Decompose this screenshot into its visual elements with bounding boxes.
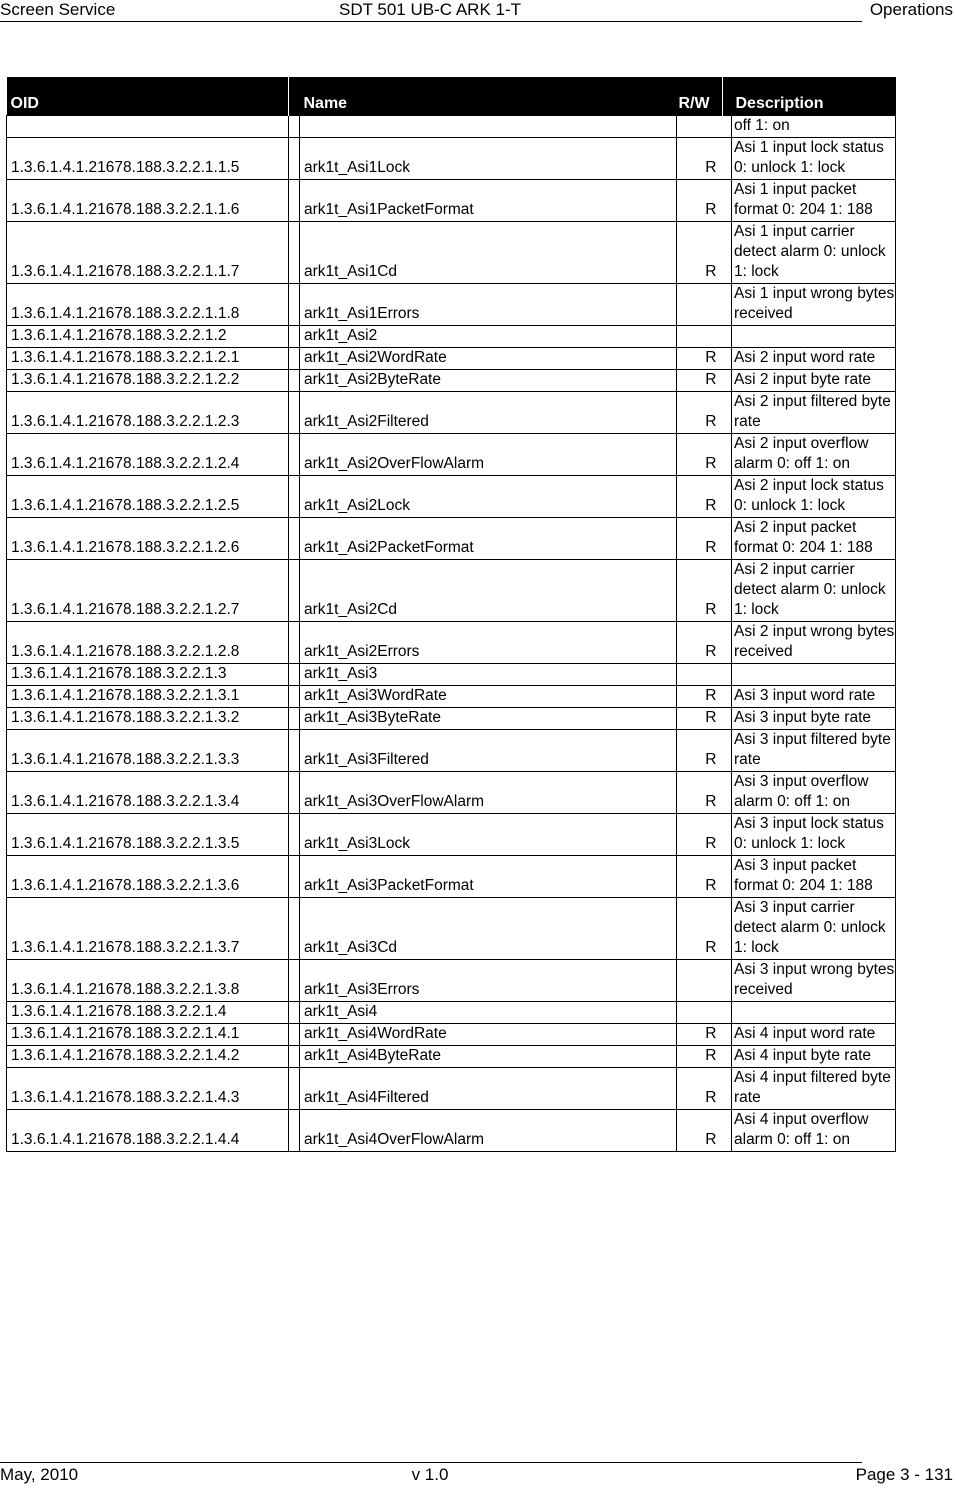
cell-spacer (289, 518, 300, 560)
cell-rw: R (677, 1110, 723, 1152)
table-row (7, 392, 896, 434)
cell-name: ark1t_Asi4 (300, 1002, 677, 1024)
page-footer (0, 1462, 955, 1490)
cell-rw: R (677, 434, 723, 476)
table-row (7, 1002, 896, 1024)
table-row (7, 284, 896, 326)
cell-rw: R (677, 180, 723, 222)
table-row (7, 1046, 896, 1068)
table-row (7, 960, 896, 1002)
column-header-oid: OID (7, 77, 289, 116)
header-section-title: Screen Service (0, 0, 116, 19)
cell-spacer (723, 1024, 732, 1046)
cell-rw: R (677, 518, 723, 560)
cell-spacer (289, 708, 300, 730)
cell-spacer (289, 222, 300, 284)
cell-name: ark1t_Asi3Lock (300, 814, 677, 856)
cell-oid: 1.3.6.1.4.1.21678.188.3.2.2.1.1.8 (7, 284, 289, 326)
cell-spacer (723, 392, 732, 434)
cell-rw: R (677, 392, 723, 434)
cell-spacer (723, 434, 732, 476)
cell-oid: 1.3.6.1.4.1.21678.188.3.2.2.1.1.6 (7, 180, 289, 222)
cell-name: ark1t_Asi3Filtered (300, 730, 677, 772)
cell-description: Asi 3 input packet format 0: 204 1: 188 (732, 856, 896, 898)
cell-description: Asi 2 input carrier detect alarm 0: unlock 1: lock (732, 560, 896, 622)
cell-rw (677, 960, 723, 1002)
cell-oid: 1.3.6.1.4.1.21678.188.3.2.2.1.3.2 (7, 708, 289, 730)
cell-spacer (723, 370, 732, 392)
cell-rw (677, 326, 723, 348)
cell-spacer (289, 1024, 300, 1046)
cell-spacer (723, 476, 732, 518)
cell-oid: 1.3.6.1.4.1.21678.188.3.2.2.1.3 (7, 664, 289, 686)
cell-oid: 1.3.6.1.4.1.21678.188.3.2.2.1.3.1 (7, 686, 289, 708)
cell-spacer (289, 434, 300, 476)
cell-spacer (723, 326, 732, 348)
cell-oid: 1.3.6.1.4.1.21678.188.3.2.2.1.1.5 (7, 138, 289, 180)
cell-rw: R (677, 138, 723, 180)
column-header-name: Name (300, 77, 677, 116)
cell-oid: 1.3.6.1.4.1.21678.188.3.2.2.1.2.6 (7, 518, 289, 560)
table-row (7, 560, 896, 622)
table-row (7, 708, 896, 730)
cell-spacer (723, 116, 732, 138)
cell-rw: R (677, 476, 723, 518)
table-body (7, 116, 896, 1152)
cell-oid: 1.3.6.1.4.1.21678.188.3.2.2.1.1.7 (7, 222, 289, 284)
table-row (7, 138, 896, 180)
cell-spacer (723, 708, 732, 730)
cell-rw (677, 284, 723, 326)
cell-oid: 1.3.6.1.4.1.21678.188.3.2.2.1.4.3 (7, 1068, 289, 1110)
cell-name: ark1t_Asi2ByteRate (300, 370, 677, 392)
cell-rw: R (677, 1024, 723, 1046)
cell-spacer (723, 814, 732, 856)
page-header (0, 0, 955, 24)
cell-spacer (289, 622, 300, 664)
cell-spacer (723, 1046, 732, 1068)
column-header-description: Description (732, 77, 896, 116)
cell-oid: 1.3.6.1.4.1.21678.188.3.2.2.1.4.1 (7, 1024, 289, 1046)
cell-spacer (289, 856, 300, 898)
cell-description: Asi 2 input wrong bytes received (732, 622, 896, 664)
cell-rw: R (677, 708, 723, 730)
table-header-row (7, 77, 896, 116)
cell-spacer (289, 138, 300, 180)
column-spacer (289, 77, 300, 116)
cell-oid: 1.3.6.1.4.1.21678.188.3.2.2.1.2.5 (7, 476, 289, 518)
cell-spacer (723, 180, 732, 222)
footer-date: May, 2010 (0, 1465, 79, 1484)
cell-rw: R (677, 898, 723, 960)
cell-oid: 1.3.6.1.4.1.21678.188.3.2.2.1.4.2 (7, 1046, 289, 1068)
cell-spacer (289, 664, 300, 686)
cell-description: Asi 2 input word rate (732, 348, 896, 370)
table-row (7, 814, 896, 856)
cell-oid: 1.3.6.1.4.1.21678.188.3.2.2.1.4 (7, 1002, 289, 1024)
cell-rw (677, 664, 723, 686)
cell-name: ark1t_Asi3 (300, 664, 677, 686)
table-row (7, 1110, 896, 1152)
table-row (7, 518, 896, 560)
cell-description: Asi 4 input byte rate (732, 1046, 896, 1068)
footer-divider (0, 1462, 862, 1463)
cell-description: Asi 2 input filtered byte rate (732, 392, 896, 434)
cell-name: ark1t_Asi4Filtered (300, 1068, 677, 1110)
cell-spacer (289, 1068, 300, 1110)
cell-oid: 1.3.6.1.4.1.21678.188.3.2.2.1.2.8 (7, 622, 289, 664)
cell-oid: 1.3.6.1.4.1.21678.188.3.2.2.1.3.5 (7, 814, 289, 856)
table-row (7, 730, 896, 772)
cell-spacer (289, 392, 300, 434)
cell-spacer (289, 116, 300, 138)
cell-name: ark1t_Asi2Filtered (300, 392, 677, 434)
cell-oid: 1.3.6.1.4.1.21678.188.3.2.2.1.3.7 (7, 898, 289, 960)
cell-name: ark1t_Asi2 (300, 326, 677, 348)
cell-spacer (289, 960, 300, 1002)
table-row (7, 898, 896, 960)
table-row (7, 1068, 896, 1110)
cell-spacer (289, 1046, 300, 1068)
cell-spacer (723, 622, 732, 664)
column-header-rw: R/W (677, 77, 723, 116)
cell-name (300, 116, 677, 138)
cell-rw: R (677, 814, 723, 856)
cell-rw: R (677, 370, 723, 392)
cell-rw (677, 1002, 723, 1024)
cell-name: ark1t_Asi1PacketFormat (300, 180, 677, 222)
cell-description: Asi 4 input overflow alarm 0: off 1: on (732, 1110, 896, 1152)
table-row (7, 326, 896, 348)
cell-rw: R (677, 560, 723, 622)
cell-spacer (723, 730, 732, 772)
cell-oid: 1.3.6.1.4.1.21678.188.3.2.2.1.2.2 (7, 370, 289, 392)
cell-description: Asi 1 input wrong bytes received (732, 284, 896, 326)
cell-name: ark1t_Asi2PacketFormat (300, 518, 677, 560)
column-spacer (723, 77, 732, 116)
cell-name: ark1t_Asi1Cd (300, 222, 677, 284)
cell-description: Asi 3 input filtered byte rate (732, 730, 896, 772)
cell-name: ark1t_Asi2Lock (300, 476, 677, 518)
cell-description: Asi 2 input byte rate (732, 370, 896, 392)
cell-description: Asi 2 input lock status 0: unlock 1: lock (732, 476, 896, 518)
table-row (7, 434, 896, 476)
cell-spacer (289, 284, 300, 326)
cell-name: ark1t_Asi4ByteRate (300, 1046, 677, 1068)
cell-description: Asi 3 input carrier detect alarm 0: unlock 1: lock (732, 898, 896, 960)
table-row (7, 180, 896, 222)
cell-oid: 1.3.6.1.4.1.21678.188.3.2.2.1.3.6 (7, 856, 289, 898)
table-row (7, 686, 896, 708)
table-row (7, 116, 896, 138)
header-document-title: SDT 501 UB-C ARK 1-T (338, 0, 522, 19)
cell-rw (677, 116, 723, 138)
cell-description (732, 664, 896, 686)
cell-oid (7, 116, 289, 138)
cell-description (732, 1002, 896, 1024)
table-row (7, 370, 896, 392)
cell-spacer (723, 348, 732, 370)
cell-description: Asi 3 input lock status 0: unlock 1: lock (732, 814, 896, 856)
cell-description: off 1: on (732, 116, 896, 138)
cell-name: ark1t_Asi3Cd (300, 898, 677, 960)
cell-name: ark1t_Asi3OverFlowAlarm (300, 772, 677, 814)
cell-description (732, 326, 896, 348)
cell-description: Asi 3 input wrong bytes received (732, 960, 896, 1002)
cell-spacer (723, 686, 732, 708)
cell-spacer (289, 772, 300, 814)
cell-spacer (289, 1002, 300, 1024)
cell-spacer (723, 1110, 732, 1152)
cell-description: Asi 3 input word rate (732, 686, 896, 708)
cell-rw: R (677, 1046, 723, 1068)
cell-spacer (723, 284, 732, 326)
header-chapter: Operations (869, 0, 953, 19)
cell-spacer (723, 772, 732, 814)
oid-table (6, 77, 896, 1152)
cell-name: ark1t_Asi3Errors (300, 960, 677, 1002)
table-row (7, 772, 896, 814)
cell-spacer (289, 686, 300, 708)
cell-rw: R (677, 222, 723, 284)
cell-oid: 1.3.6.1.4.1.21678.188.3.2.2.1.2.3 (7, 392, 289, 434)
table-row (7, 476, 896, 518)
cell-spacer (289, 370, 300, 392)
cell-spacer (723, 138, 732, 180)
cell-spacer (723, 664, 732, 686)
cell-oid: 1.3.6.1.4.1.21678.188.3.2.2.1.2 (7, 326, 289, 348)
cell-spacer (289, 476, 300, 518)
footer-page-number: Page 3 - 131 (855, 1465, 953, 1484)
cell-description: Asi 1 input packet format 0: 204 1: 188 (732, 180, 896, 222)
cell-spacer (289, 814, 300, 856)
cell-oid: 1.3.6.1.4.1.21678.188.3.2.2.1.3.3 (7, 730, 289, 772)
cell-rw: R (677, 856, 723, 898)
cell-rw: R (677, 686, 723, 708)
cell-description: Asi 1 input lock status 0: unlock 1: lock (732, 138, 896, 180)
cell-spacer (289, 898, 300, 960)
cell-name: ark1t_Asi1Errors (300, 284, 677, 326)
cell-description: Asi 2 input overflow alarm 0: off 1: on (732, 434, 896, 476)
cell-spacer (723, 222, 732, 284)
cell-oid: 1.3.6.1.4.1.21678.188.3.2.2.1.3.4 (7, 772, 289, 814)
cell-spacer (723, 518, 732, 560)
cell-rw: R (677, 772, 723, 814)
cell-name: ark1t_Asi1Lock (300, 138, 677, 180)
cell-spacer (723, 1002, 732, 1024)
cell-name: ark1t_Asi2WordRate (300, 348, 677, 370)
footer-version: v 1.0 (411, 1465, 449, 1484)
cell-spacer (723, 898, 732, 960)
cell-description: Asi 1 input carrier detect alarm 0: unlock 1: lock (732, 222, 896, 284)
cell-spacer (289, 730, 300, 772)
cell-spacer (289, 180, 300, 222)
cell-description: Asi 4 input filtered byte rate (732, 1068, 896, 1110)
cell-name: ark1t_Asi3ByteRate (300, 708, 677, 730)
cell-spacer (289, 326, 300, 348)
cell-description: Asi 2 input packet format 0: 204 1: 188 (732, 518, 896, 560)
cell-name: ark1t_Asi3WordRate (300, 686, 677, 708)
cell-oid: 1.3.6.1.4.1.21678.188.3.2.2.1.4.4 (7, 1110, 289, 1152)
cell-name: ark1t_Asi3PacketFormat (300, 856, 677, 898)
cell-spacer (723, 960, 732, 1002)
cell-spacer (289, 1110, 300, 1152)
table-row (7, 1024, 896, 1046)
cell-spacer (723, 1068, 732, 1110)
cell-oid: 1.3.6.1.4.1.21678.188.3.2.2.1.2.7 (7, 560, 289, 622)
cell-rw: R (677, 730, 723, 772)
table-row (7, 622, 896, 664)
cell-oid: 1.3.6.1.4.1.21678.188.3.2.2.1.2.4 (7, 434, 289, 476)
table-row (7, 664, 896, 686)
header-divider (0, 21, 862, 22)
cell-name: ark1t_Asi2Errors (300, 622, 677, 664)
cell-rw: R (677, 1068, 723, 1110)
cell-spacer (289, 348, 300, 370)
cell-rw: R (677, 348, 723, 370)
cell-spacer (723, 856, 732, 898)
cell-oid: 1.3.6.1.4.1.21678.188.3.2.2.1.3.8 (7, 960, 289, 1002)
cell-description: Asi 4 input word rate (732, 1024, 896, 1046)
cell-name: ark1t_Asi2Cd (300, 560, 677, 622)
cell-spacer (723, 560, 732, 622)
table-row (7, 856, 896, 898)
cell-description: Asi 3 input byte rate (732, 708, 896, 730)
cell-oid: 1.3.6.1.4.1.21678.188.3.2.2.1.2.1 (7, 348, 289, 370)
cell-name: ark1t_Asi4OverFlowAlarm (300, 1110, 677, 1152)
cell-spacer (289, 560, 300, 622)
cell-name: ark1t_Asi2OverFlowAlarm (300, 434, 677, 476)
cell-description: Asi 3 input overflow alarm 0: off 1: on (732, 772, 896, 814)
table-row (7, 348, 896, 370)
cell-rw: R (677, 622, 723, 664)
cell-name: ark1t_Asi4WordRate (300, 1024, 677, 1046)
table-row (7, 222, 896, 284)
